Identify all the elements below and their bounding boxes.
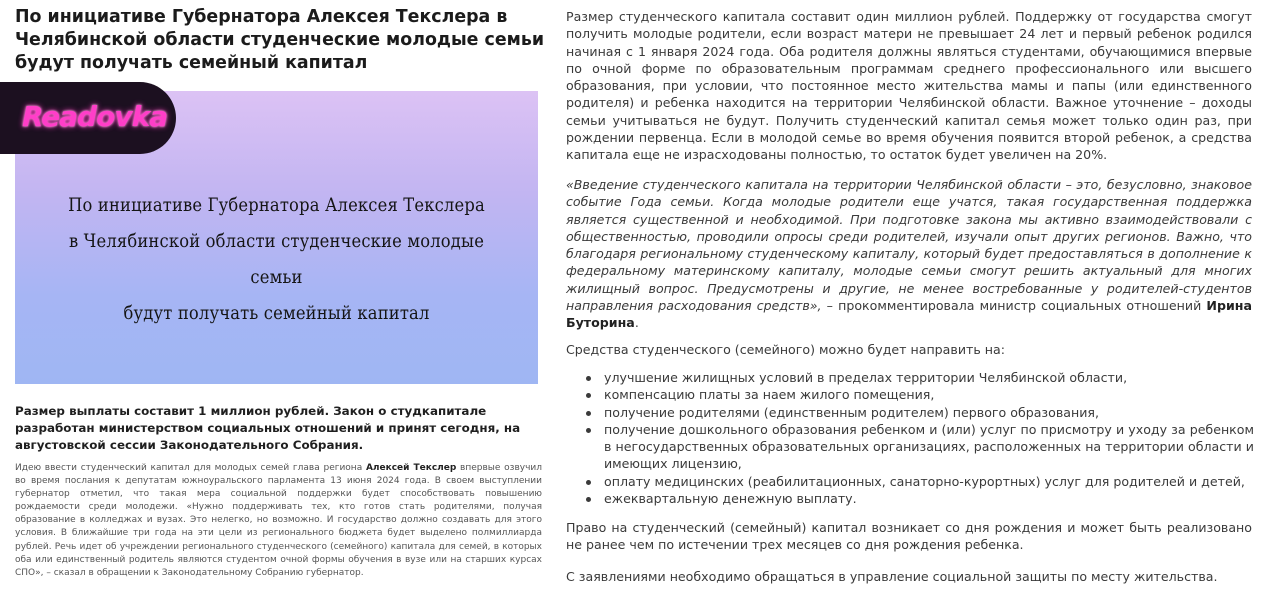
paragraph-uses-intro: Средства студенческого (семейного) можно будет направить на: xyxy=(566,342,1005,357)
list-item: компенсацию платы за наем жилого помещения, xyxy=(566,386,1254,403)
quote-attribution: – прокомментировала министр социальных отношений xyxy=(821,298,1207,314)
lead-paragraph: Размер выплаты составит 1 миллион рублей. Закон о студкапитале разработан министерством социальных отношений и принят сегодня, на августовской сессии Законодательного Собрания. xyxy=(15,404,521,452)
left-column xyxy=(0,0,552,596)
list-item: ежеквартальную денежную выплату. xyxy=(566,490,1254,507)
paragraph-right-arises: Право на студенческий (семейный) капитал возникает со дня рождения и может быть реализовано не ранее чем по истечении трех месяцев со дня рождения ребенка. xyxy=(566,520,1252,553)
small-paragraph xyxy=(15,462,542,580)
quote-end: . xyxy=(634,315,639,331)
small-text-after: впервые озвучил во время послания к депутатам южноуральского парламента 13 июня 2024 года. В своем выступлении губернатор отметил, что такая мера социальной поддержки будет способствовать повышению рождаемости среди молодежи. «Нужно поддерживать тех, кто готов стать родителями, получая образование в колледжах и вузах. Это нелегко, но возможно. И государство должно создавать для этого условия. В ближайшие три года на эти цели из регионального бюджета будет выделено полмиллиарда рублей. Речь идет об учреждении регионального студенческого (семейного) капитала для семей, в которых оба или единственный родитель являются студентом очной формы обучения в вузе или на старших курсах СПО», – сказал в обращении к Законодательному Собранию губернатор. xyxy=(15,463,542,578)
minister-quote xyxy=(566,176,1252,332)
small-text-before: Идею ввести студенческий капитал для молодых семей глава региона xyxy=(15,463,366,473)
headline: По инициативе Губернатора Алексея Текслера в Челябинской области студенческие молодые семьи будут получать семейный капитал xyxy=(15,7,545,73)
paragraph-capital-size: Размер студенческого капитала составит один миллион рублей. Поддержку от государства смогут получить молодые родители, если возраст матери не превышает 24 лет и первый ребенок родился начиная с 1 января 2024 года. Оба родителя должны являться студентами, обучающимися впервые по очной форме по образовательным программам среднего профессионального или высшего образования, при условии, что постоянное место жительства мамы и папы (или единственного родителя) и ребенка находится на территории Челябинской области. Важное уточнение – доходы семьи учитываться не будут. Получить студенческий капитал семья может только один раз, при рождении первенца. Если в молодой семье во время обучения появится второй ребенок, а средства капитала еще не израсходованы полностью, то остаток будет увеличен на 20%. xyxy=(566,9,1252,163)
hero-line: в Челябинской области студенческие молодые семьи xyxy=(68,230,485,288)
readovka-logo xyxy=(0,82,176,154)
list-item: получение дошкольного образования ребенком и (или) услуг по присмотру и уходу за ребенком в негосударственных образовательных организациях, расположенных на территории области и имеющих лицензию, xyxy=(566,421,1254,473)
minister-name: Ирина Буторина xyxy=(566,298,1252,331)
small-governor-name: Алексей Текслер xyxy=(365,463,457,473)
list-item: улучшение жилищных условий в пределах территории Челябинской области, xyxy=(566,369,1254,386)
right-column xyxy=(566,0,1254,596)
uses-list xyxy=(566,369,1254,507)
hero-text xyxy=(52,187,502,331)
logo-text: Readovka xyxy=(22,100,168,133)
hero-line: По инициативе Губернатора Алексея Текслера xyxy=(68,194,485,216)
list-item: оплату медицинских (реабилитационных, санаторно-курортных) услуг для родителей и детей, xyxy=(566,473,1254,490)
hero-line: будут получать семейный капитал xyxy=(123,302,430,324)
list-item: получение родителями (единственным родителем) первого образования, xyxy=(566,404,1254,421)
quote-text: «Введение студенческого капитала на территории Челябинской области – это, безусловно, знаковое событие Года семьи. Когда молодые родители еще учатся, такая государственная поддержка является существенной и необходимой. При подготовке закона мы активно взаимодействовали с общественностью, проводили опросы среди родителей, изучали опыт других регионов. Важно, что благодаря региональному студенческому капиталу, который будет предоставляться в дополнение к федеральному материнскому капиталу, молодые семьи смогут решить актуальный для многих жилищный вопрос. Предусмотрены и другие, не менее востребованные у родителей-студентов направления расходования средств», xyxy=(566,177,1252,314)
paragraph-where-to-apply: С заявлениями необходимо обращаться в управление социальной защиты по месту жительства. xyxy=(566,569,1218,584)
